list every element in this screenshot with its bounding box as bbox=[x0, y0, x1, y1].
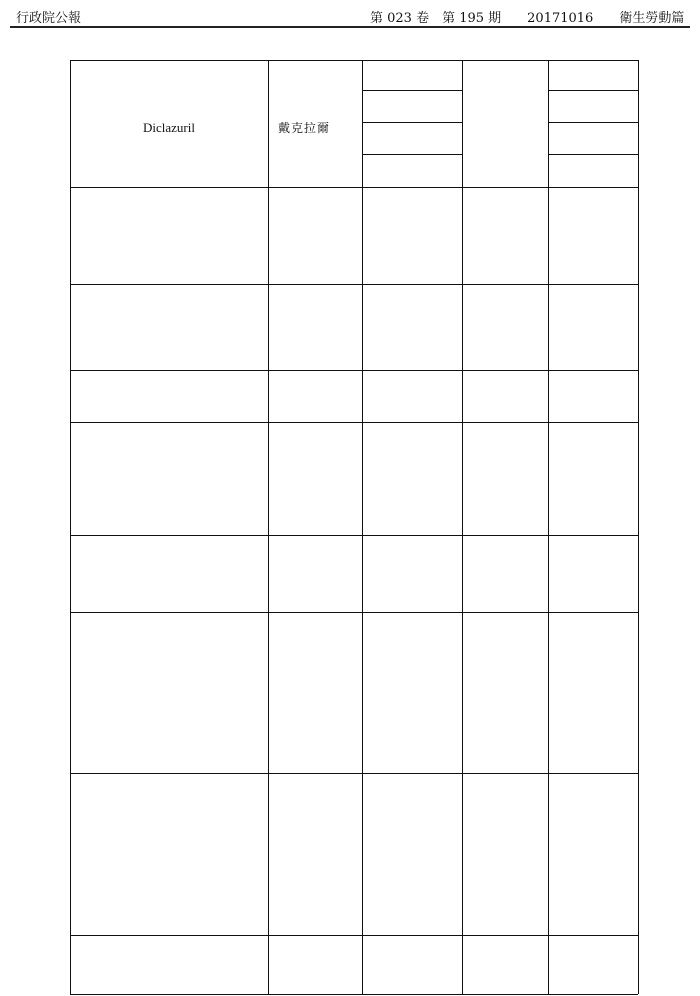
table-border-bottom bbox=[70, 994, 638, 995]
row-divider bbox=[362, 90, 462, 91]
column-divider bbox=[268, 60, 269, 994]
page-header bbox=[0, 0, 700, 30]
drug-name-en: Diclazuril bbox=[143, 120, 195, 135]
group-divider bbox=[70, 284, 638, 285]
group-divider bbox=[70, 935, 638, 936]
issue-info: 第 023 卷 第 195 期 20171016 衛生勞動篇 bbox=[370, 11, 685, 26]
column-divider bbox=[548, 60, 549, 994]
row-divider bbox=[548, 154, 638, 155]
row-divider bbox=[548, 90, 638, 91]
column-divider bbox=[462, 60, 463, 994]
row-divider bbox=[362, 122, 462, 123]
group-divider bbox=[70, 535, 638, 536]
gazette-title: 行政院公報 bbox=[16, 11, 82, 26]
table-border-top bbox=[70, 60, 638, 61]
column-divider bbox=[638, 60, 639, 994]
group-divider bbox=[70, 370, 638, 371]
row-divider bbox=[362, 154, 462, 155]
row-divider bbox=[548, 122, 638, 123]
group-divider bbox=[70, 187, 638, 188]
column-divider bbox=[70, 60, 71, 994]
residue-limit-table bbox=[70, 60, 638, 994]
group-divider bbox=[70, 422, 638, 423]
column-divider bbox=[362, 60, 363, 994]
header-rule bbox=[10, 26, 690, 28]
group-divider bbox=[70, 773, 638, 774]
group-divider bbox=[70, 612, 638, 613]
drug-name-zh: 戴克拉爾 bbox=[278, 121, 331, 135]
